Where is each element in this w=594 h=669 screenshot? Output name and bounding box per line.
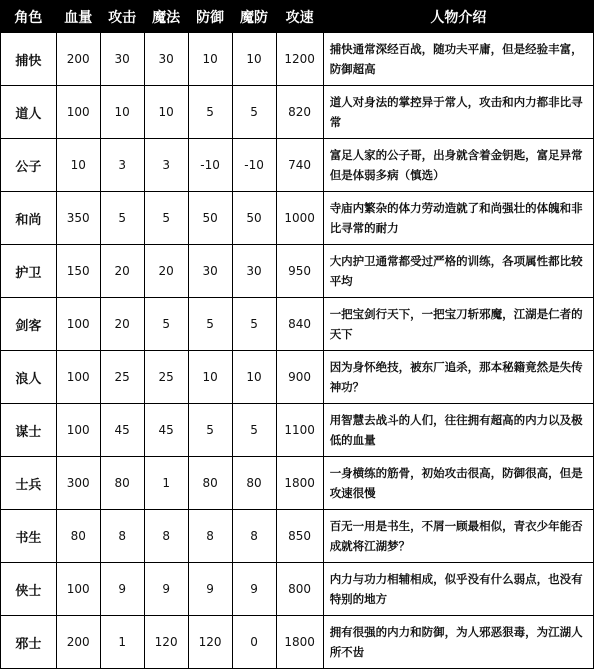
cell-attack: 45 [100,404,144,457]
cell-role: 士兵 [1,457,57,510]
cell-speed: 1100 [276,404,323,457]
cell-attack: 9 [100,563,144,616]
cell-magic-defense: 5 [232,86,276,139]
cell-speed: 900 [276,351,323,404]
cell-role: 书生 [1,510,57,563]
cell-magic: 30 [144,33,188,86]
cell-magic-defense: 30 [232,245,276,298]
cell-hp: 150 [56,245,100,298]
cell-role: 剑客 [1,298,57,351]
cell-hp: 100 [56,86,100,139]
cell-description: 一把宝剑行天下，一把宝刀斩邪魔，江湖是仁者的天下 [323,298,593,351]
header-speed: 攻速 [276,1,323,33]
cell-defense: 9 [188,563,232,616]
cell-description: 大内护卫通常都受过严格的训练，各项属性都比较平均 [323,245,593,298]
cell-speed: 840 [276,298,323,351]
table-row [1,245,594,298]
cell-defense: 10 [188,33,232,86]
table-body [1,33,594,669]
cell-hp: 200 [56,33,100,86]
cell-speed: 820 [276,86,323,139]
cell-attack: 80 [100,457,144,510]
cell-role: 侠士 [1,563,57,616]
cell-role: 谋士 [1,404,57,457]
cell-speed: 950 [276,245,323,298]
cell-magic-defense: 5 [232,298,276,351]
cell-hp: 200 [56,616,100,669]
table-row [1,298,594,351]
table-row [1,616,594,669]
header-role: 角色 [1,1,57,33]
cell-magic: 120 [144,616,188,669]
cell-speed: 1800 [276,457,323,510]
cell-magic-defense: 80 [232,457,276,510]
cell-description: 百无一用是书生，不屑一顾最相似，青衣少年能否成就将江湖梦？ [323,510,593,563]
cell-attack: 10 [100,86,144,139]
cell-magic: 5 [144,192,188,245]
cell-hp: 350 [56,192,100,245]
cell-role: 护卫 [1,245,57,298]
table-header [1,1,594,33]
cell-description: 道人对身法的掌控异于常人，攻击和内力都非比寻常 [323,86,593,139]
cell-defense: 5 [188,404,232,457]
cell-description: 一身横练的筋骨，初始攻击很高，防御很高，但是攻速很慢 [323,457,593,510]
table-row [1,139,594,192]
header-attack: 攻击 [100,1,144,33]
cell-speed: 850 [276,510,323,563]
cell-attack: 25 [100,351,144,404]
cell-defense: 5 [188,298,232,351]
cell-hp: 10 [56,139,100,192]
cell-attack: 20 [100,298,144,351]
cell-magic: 45 [144,404,188,457]
cell-speed: 1200 [276,33,323,86]
cell-description: 因为身怀绝技，被东厂追杀，那本秘籍竟然是失传神功？ [323,351,593,404]
cell-magic-defense: 0 [232,616,276,669]
header-magic: 魔法 [144,1,188,33]
cell-hp: 100 [56,404,100,457]
cell-attack: 8 [100,510,144,563]
cell-hp: 300 [56,457,100,510]
cell-magic-defense: 50 [232,192,276,245]
cell-magic: 5 [144,298,188,351]
header-row [1,1,594,33]
cell-attack: 30 [100,33,144,86]
cell-attack: 5 [100,192,144,245]
cell-attack: 20 [100,245,144,298]
cell-description: 富足人家的公子哥，出身就含着金钥匙，富足异常但是体弱多病（慎选） [323,139,593,192]
header-defense: 防御 [188,1,232,33]
table-row [1,192,594,245]
cell-magic: 9 [144,563,188,616]
header-description: 人物介绍 [323,1,593,33]
table-row [1,510,594,563]
cell-description: 拥有很强的内力和防御，为人邪恶狠毒，为江湖人所不齿 [323,616,593,669]
cell-hp: 100 [56,351,100,404]
cell-speed: 800 [276,563,323,616]
cell-speed: 1000 [276,192,323,245]
cell-description: 寺庙内繁杂的体力劳动造就了和尚强壮的体魄和非比寻常的耐力 [323,192,593,245]
cell-speed: 740 [276,139,323,192]
cell-defense: 80 [188,457,232,510]
cell-magic: 8 [144,510,188,563]
cell-magic: 25 [144,351,188,404]
cell-hp: 100 [56,563,100,616]
table-row [1,457,594,510]
cell-magic-defense: 10 [232,33,276,86]
table-row [1,86,594,139]
cell-magic: 10 [144,86,188,139]
cell-defense: 120 [188,616,232,669]
header-magic-defense: 魔防 [232,1,276,33]
table-row [1,404,594,457]
cell-attack: 1 [100,616,144,669]
cell-magic-defense: 10 [232,351,276,404]
cell-role: 道人 [1,86,57,139]
cell-role: 捕快 [1,33,57,86]
table-row [1,563,594,616]
cell-defense: 30 [188,245,232,298]
cell-hp: 80 [56,510,100,563]
table-row [1,351,594,404]
cell-role: 浪人 [1,351,57,404]
cell-description: 用智慧去战斗的人们，往往拥有超高的内力以及极低的血量 [323,404,593,457]
cell-defense: -10 [188,139,232,192]
cell-magic-defense: 9 [232,563,276,616]
cell-description: 内力与功力相辅相成，似乎没有什么弱点，也没有特别的地方 [323,563,593,616]
cell-attack: 3 [100,139,144,192]
cell-defense: 5 [188,86,232,139]
cell-magic: 20 [144,245,188,298]
cell-magic: 1 [144,457,188,510]
cell-role: 公子 [1,139,57,192]
cell-defense: 10 [188,351,232,404]
cell-hp: 100 [56,298,100,351]
cell-role: 和尚 [1,192,57,245]
cell-role: 邪士 [1,616,57,669]
cell-description: 捕快通常深经百战，随功夫平庸，但是经验丰富，防御超高 [323,33,593,86]
cell-defense: 50 [188,192,232,245]
cell-defense: 8 [188,510,232,563]
table-row [1,33,594,86]
cell-magic-defense: -10 [232,139,276,192]
cell-magic-defense: 8 [232,510,276,563]
cell-magic-defense: 5 [232,404,276,457]
header-hp: 血量 [56,1,100,33]
cell-magic: 3 [144,139,188,192]
cell-speed: 1800 [276,616,323,669]
